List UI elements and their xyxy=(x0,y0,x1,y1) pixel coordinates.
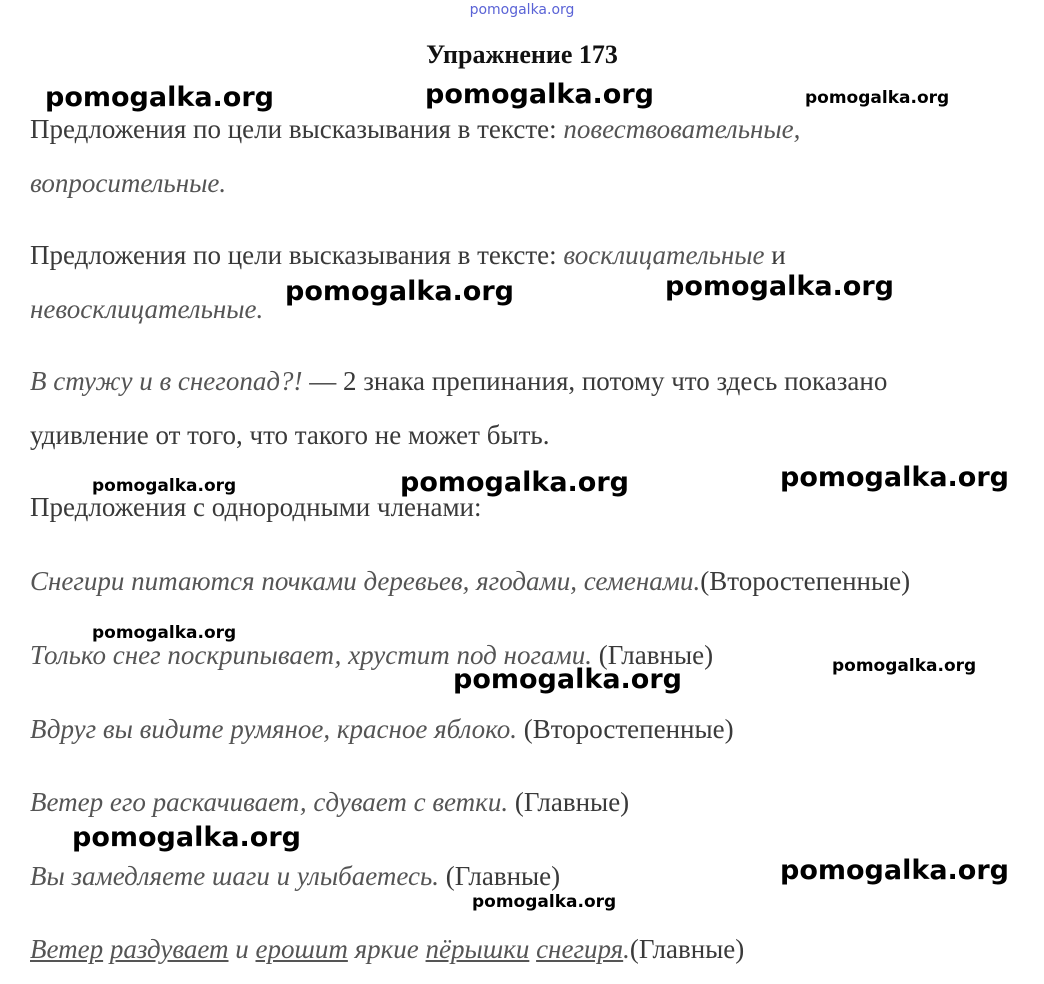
exercise-title: Упражнение 173 xyxy=(426,40,618,69)
para2-line1 xyxy=(30,240,786,271)
watermark: pomogalka.org xyxy=(400,467,629,498)
watermark: pomogalka.org xyxy=(472,892,617,912)
example-note: (Главные) xyxy=(629,934,745,964)
example-sentence: Вы замедляете шаги и улыбаетесь. xyxy=(30,861,440,891)
example-1 xyxy=(30,566,910,597)
homogeneous-heading: Предложения с однородными членами: xyxy=(30,492,482,522)
watermark: pomogalka.org xyxy=(453,664,682,695)
watermark: pomogalka.org xyxy=(805,88,950,108)
para3-line2 xyxy=(30,420,549,451)
para3-quote: В стужу и в снегопад?! xyxy=(30,366,303,396)
para1-line1 xyxy=(30,114,800,145)
watermark: pomogalka.org xyxy=(665,271,894,302)
watermark: pomogalka.org xyxy=(72,822,301,853)
para3-explanation-b: удивление от того, что такого не может быть. xyxy=(30,420,550,450)
watermark: pomogalka.org xyxy=(780,855,1009,886)
example-3 xyxy=(30,714,734,745)
para1-line2 xyxy=(30,168,226,199)
subject-word: Ветер xyxy=(30,934,104,964)
example-note: (Главные) xyxy=(591,640,714,670)
attribute-word: яркие xyxy=(347,934,426,964)
watermark: pomogalka.org xyxy=(425,79,654,110)
object-word: пёрышки xyxy=(425,934,530,964)
space xyxy=(103,934,110,964)
predicate-word: раздувает xyxy=(109,934,229,964)
conjunction: и xyxy=(228,934,256,964)
watermark: pomogalka.org xyxy=(780,462,1009,493)
example-note: (Главные) xyxy=(508,787,630,817)
para2-conj: и xyxy=(764,240,786,270)
example-note: (Второстепенные) xyxy=(517,714,734,744)
para2-line2 xyxy=(30,294,263,325)
para1-lead: Предложения по цели высказывания в тексте: xyxy=(30,114,564,144)
example-sentence: Ветер его раскачивает, сдувает с ветки. xyxy=(30,787,509,817)
para2-lead: Предложения по цели высказывания в тексте: xyxy=(30,240,564,270)
watermark: pomogalka.org xyxy=(92,623,237,643)
source-link[interactable]: pomogalka.org xyxy=(469,2,575,18)
para3-line1 xyxy=(30,366,887,397)
watermark: pomogalka.org xyxy=(92,476,237,496)
example-6 xyxy=(30,934,744,965)
para1-type-question: вопросительные. xyxy=(30,168,227,198)
period: . xyxy=(623,934,630,964)
para2-type-nonexclamatory: невосклицательные. xyxy=(30,294,264,324)
watermark: pomogalka.org xyxy=(45,82,274,113)
para2-type-exclamatory: восклицательные xyxy=(563,240,765,270)
example-sentence: Только снег поскрипывает, хрустит под ногами. xyxy=(30,640,592,670)
watermark: pomogalka.org xyxy=(285,276,514,307)
para3-explanation-a: — 2 знака препинания, потому что здесь показано xyxy=(302,366,888,396)
example-sentence: Вдруг вы видите румяное, красное яблоко. xyxy=(30,714,518,744)
example-sentence: Снегири питаются почками деревьев, ягодами, семенами. xyxy=(30,566,701,596)
para1-type-narrative: повествовательные, xyxy=(563,114,801,144)
watermark: pomogalka.org xyxy=(832,656,977,676)
example-note: (Второстепенные) xyxy=(700,566,911,596)
object-word: снегиря xyxy=(536,934,624,964)
predicate-word: ерошит xyxy=(255,934,348,964)
example-4 xyxy=(30,787,629,818)
example-5 xyxy=(30,861,560,892)
example-note: (Главные) xyxy=(439,861,561,891)
